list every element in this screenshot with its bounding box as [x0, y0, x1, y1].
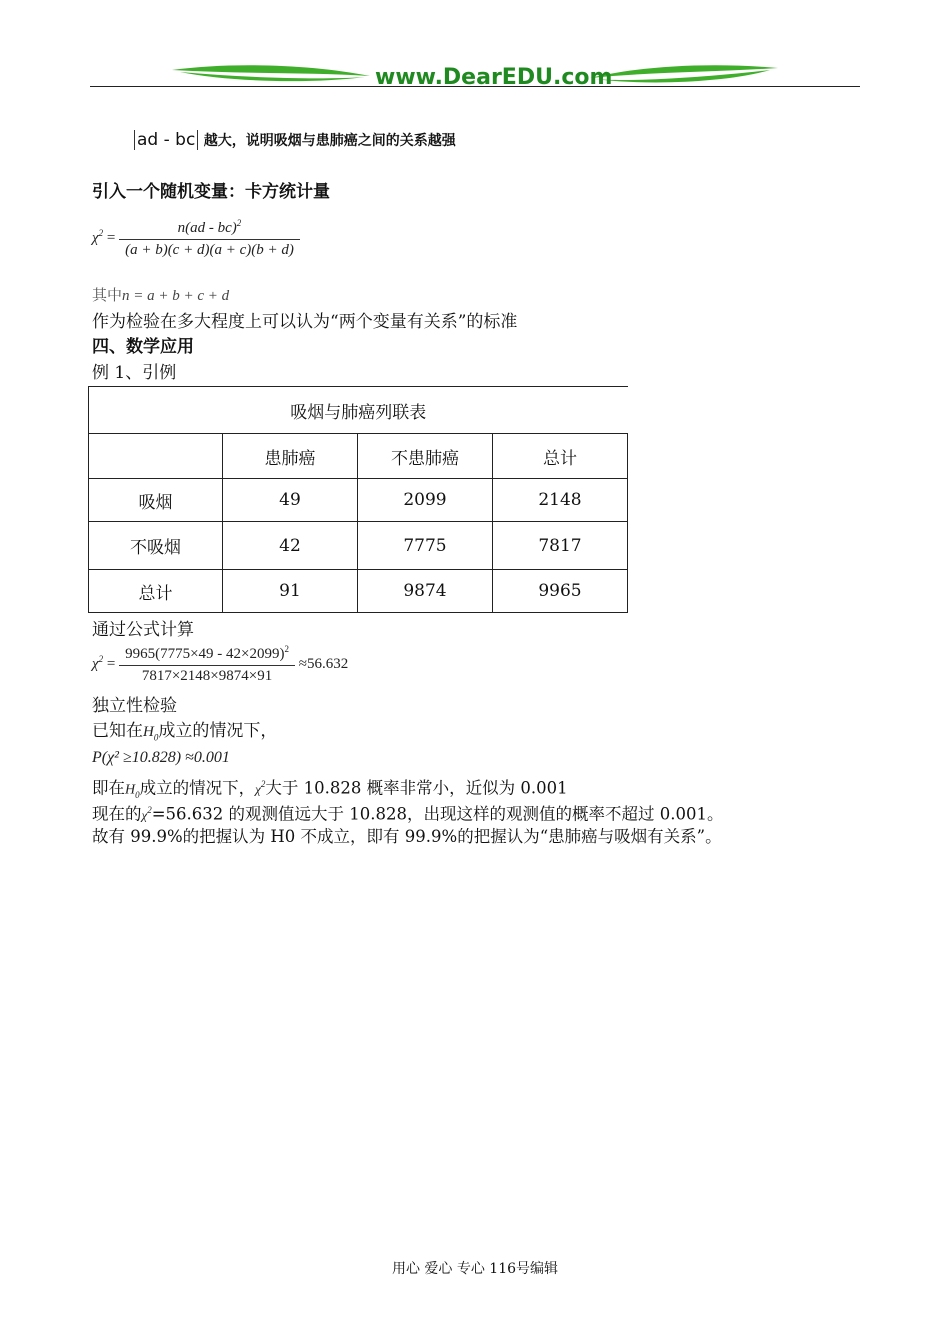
logo-text: www.DearEDU.com	[375, 65, 613, 90]
table-cell: 42	[223, 522, 358, 570]
table-title: 吸烟与肺癌列联表	[89, 387, 628, 434]
formula-computation: $\chi^2$ = $\frac{9965(7775\times 49 - 42\times 2099)^2}{7817\times 2148\times 9874\times 91}$ ≈56.632	[92, 644, 349, 684]
table-cell: 不吸烟	[89, 522, 223, 570]
independence-label: 独立性检验	[92, 696, 177, 716]
table-header-row	[89, 434, 628, 479]
formula-chi-square-fraction: $\frac{n(ad - bc)^2}{(a + b)(c + d)(a + c)(b + d)}$	[119, 218, 300, 259]
calc-line: 通过公式计算	[92, 620, 194, 640]
table-cell: 2099	[358, 479, 493, 522]
table-header-cell	[89, 434, 223, 479]
section-heading: 四、数学应用	[92, 337, 194, 357]
table-header-cell: 不患肺癌	[358, 434, 493, 479]
table-header-cell: 总计	[493, 434, 628, 479]
conclusion-line-1: 即在$H_0$成立的情况下，$\chi^2$大于 10.828 概率非常小，近似为 0.001	[92, 778, 568, 800]
conclusion-line-3: 故有 99.9%的把握认为 H0 不成立，即有 99.9%的把握认为“患肺癌与吸烟有关系”。	[92, 827, 722, 846]
formula-result: ≈56.632	[298, 655, 349, 672]
page-footer: 用心 爱心 专心 116号编辑	[391, 1261, 559, 1277]
conclusion-line-2: 现在的$\chi^2=56.632$ 的观测值远大于 10.828，出现这样的观测值的概率不超过 0.001。	[92, 804, 724, 824]
table-cell: 吸烟	[89, 479, 223, 522]
heading-chi-square: 引入一个随机变量：卡方统计量	[92, 182, 330, 202]
table-row	[89, 479, 628, 522]
standard-line: 作为检验在多大程度上可以认为“两个变量有关系”的标准	[92, 312, 518, 332]
contingency-table	[88, 386, 628, 613]
formula-computation-fraction: $\frac{9965(7775\times 49 - 42\times 2099)^2}{7817\times 2148\times 9874\times 91}$	[119, 644, 295, 685]
table-row	[89, 570, 628, 613]
header-rule	[90, 86, 860, 87]
table-cell: 49	[223, 479, 358, 522]
table-row	[89, 522, 628, 570]
table-cell: 91	[223, 570, 358, 613]
abs-expression: ad - bc	[134, 130, 198, 150]
table-cell: 7775	[358, 522, 493, 570]
right-swoosh	[590, 65, 778, 78]
table-cell: 2148	[493, 479, 628, 522]
table-cell: 7817	[493, 522, 628, 570]
known-line: 已知在$H_0$成立的情况下，	[92, 721, 278, 743]
table-header-cell: 患肺癌	[223, 434, 358, 479]
abs-statement-text: 越大，说明吸烟与患肺癌之间的关系越强	[203, 133, 456, 149]
probability-line: P(χ² ≥10.828) ≈0.001	[92, 749, 230, 766]
line-abs-statement	[134, 128, 456, 153]
table-cell: 总计	[89, 570, 223, 613]
table-cell: 9874	[358, 570, 493, 613]
where-line: 其中n = a + b + c + d	[92, 286, 230, 304]
table-title-row	[89, 387, 628, 434]
table-cell: 9965	[493, 570, 628, 613]
formula-chi-square: $\chi^2$ = $\frac{n(ad - bc)^2}{(a + b)(c + d)(a + c)(b + d)}$	[92, 218, 300, 259]
header-logo	[170, 58, 780, 94]
example-label: 例 1、引例	[92, 363, 177, 383]
